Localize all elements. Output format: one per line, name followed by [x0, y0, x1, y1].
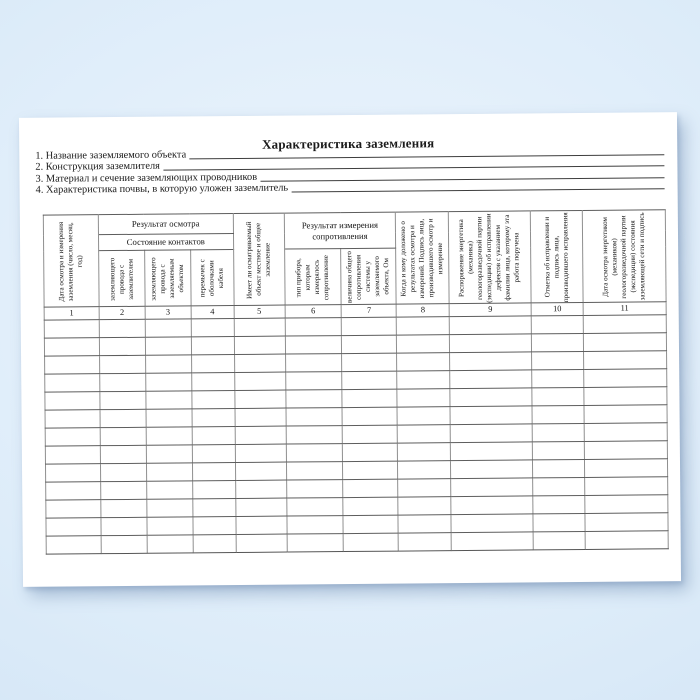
column-number: 6: [285, 305, 342, 318]
col-header-local-common-grounding: Имеет ли осматриваемый объект местное и общее заземление: [233, 213, 285, 305]
table-cell-empty: [583, 333, 666, 352]
table-cell-empty: [397, 389, 450, 407]
table-cell-empty: [398, 515, 451, 533]
table-cell-empty: [451, 460, 533, 479]
table-cell-empty: [146, 409, 192, 427]
col-header-device-type: тип прибора, которым измерялось сопротивление: [284, 249, 341, 305]
grounding-table-wrapper: [43, 209, 669, 554]
table-cell-empty: [343, 497, 398, 515]
column-number: 5: [234, 305, 285, 318]
table-cell-empty: [99, 337, 145, 355]
table-cell-empty: [532, 423, 584, 441]
table-cell-empty: [101, 481, 147, 499]
table-cell-empty: [585, 495, 668, 514]
table-cell-empty: [146, 427, 192, 445]
table-cell-empty: [44, 338, 99, 356]
column-number: 7: [342, 304, 397, 317]
table-cell-empty: [146, 391, 192, 409]
table-cell-empty: [147, 535, 193, 553]
table-cell-empty: [99, 319, 145, 337]
table-cell-empty: [286, 426, 343, 444]
table-cell-empty: [584, 441, 667, 460]
column-number: 4: [191, 306, 234, 319]
table-cell-empty: [100, 373, 146, 391]
col-header-correction-mark: Отметка об исправлении и подпись лица, производившего исправления: [530, 210, 583, 302]
table-cell-empty: [193, 499, 236, 517]
group-header-resistance-measurement: Результат измерения сопротивления: [284, 212, 396, 249]
table-cell-empty: [532, 441, 584, 459]
table-cell-empty: [585, 513, 668, 532]
column-number: 10: [531, 302, 583, 315]
form-fields: [35, 144, 664, 195]
table-cell-empty: [285, 318, 342, 336]
table-cell-empty: [285, 354, 342, 372]
col-header-jumpers-cable-sheath: перемычек с оболочками кабеля: [190, 250, 233, 306]
table-cell-empty: [532, 369, 584, 387]
column-number: 11: [583, 302, 666, 316]
table-cell-empty: [342, 353, 397, 371]
table-cell-empty: [191, 319, 234, 337]
table-cell-empty: [145, 319, 191, 337]
table-cell-empty: [450, 406, 532, 425]
document-page: [19, 112, 681, 587]
table-cell-empty: [532, 387, 584, 405]
table-cell-empty: [450, 316, 532, 335]
table-cell-empty: [533, 513, 585, 531]
fill-in-line: [291, 188, 664, 192]
form-field-label: 4. Характеристика почвы, в которую уложен заземлитель: [35, 182, 289, 196]
table-cell-empty: [234, 372, 285, 390]
table-cell-empty: [398, 443, 451, 461]
table-cell-empty: [286, 408, 343, 426]
table-cell-empty: [146, 445, 192, 463]
col-header-reported-to: Когда и кому доложено о результатах осмотра и измерений. Подпись лица, производившего осмотр и измерение: [396, 212, 450, 304]
table-cell-empty: [147, 517, 193, 535]
table-cell-empty: [100, 445, 146, 463]
table-cell-empty: [342, 389, 397, 407]
table-cell-empty: [46, 500, 101, 518]
table-cell-empty: [191, 337, 234, 355]
col-header-wire-to-earthing: заземляющего провода с заземлителем: [99, 250, 145, 306]
table-cell-empty: [234, 318, 285, 336]
table-cell-empty: [101, 517, 147, 535]
table-cell-empty: [343, 515, 398, 533]
grounding-log-table: [43, 209, 669, 554]
table-cell-empty: [584, 369, 667, 388]
table-cell-empty: [397, 353, 450, 371]
table-cell-empty: [147, 499, 193, 517]
table-cell-empty: [145, 355, 191, 373]
table-cell-empty: [45, 392, 100, 410]
col-header-engineer-inspection-date: Дата осмотра энергетиком (механиком) геологоразведочной партии (экспедиции) состояния заземляющей сети и подпись: [582, 210, 666, 303]
table-cell-empty: [192, 463, 235, 481]
table-cell-empty: [192, 427, 235, 445]
table-cell-empty: [533, 531, 585, 549]
col-header-order-of-engineer: Распоряжение энергетика (механика) геологоразведочной партии (экспедиции) об исправлении дефектов с указанием фамилии лица, которому эта работа поручена: [449, 211, 532, 304]
table-cell-empty: [343, 461, 398, 479]
column-number: 3: [145, 306, 191, 319]
table-cell-empty: [585, 477, 668, 496]
table-cell-empty: [234, 390, 285, 408]
column-number: 8: [396, 304, 449, 317]
table-cell-empty: [398, 497, 451, 515]
table-cell-empty: [286, 462, 343, 480]
table-cell-empty: [450, 334, 532, 353]
table-cell-empty: [286, 516, 343, 534]
table-cell-empty: [46, 518, 101, 536]
table-cell-empty: [100, 391, 146, 409]
table-cell-empty: [583, 315, 666, 334]
column-number: 2: [99, 306, 145, 319]
col-header-total-resistance: величина общего сопротивления системы у заземляемого объекта, Ом: [341, 248, 396, 304]
table-cell-empty: [343, 443, 398, 461]
table-cell-empty: [191, 355, 234, 373]
table-cell-empty: [286, 498, 343, 516]
table-cell-empty: [45, 428, 100, 446]
table-cell-empty: [398, 425, 451, 443]
page-title: Характеристика заземления: [261, 135, 435, 152]
table-cell-empty: [286, 444, 343, 462]
table-cell-empty: [146, 373, 192, 391]
table-cell-empty: [101, 535, 147, 553]
table-cell-empty: [398, 479, 451, 497]
table-cell-empty: [451, 496, 533, 515]
table-cell-empty: [236, 516, 287, 534]
table-cell-empty: [450, 388, 532, 407]
table-cell-empty: [397, 317, 450, 335]
form-field-label: 3. Материал и сечение заземляющих проводников: [35, 171, 258, 185]
table-cell-empty: [100, 409, 146, 427]
table-cell-empty: [192, 391, 235, 409]
table-cell-empty: [398, 533, 451, 551]
table-cell-empty: [533, 495, 585, 513]
table-cell-empty: [397, 371, 450, 389]
table-cell-empty: [235, 480, 286, 498]
table-cell-empty: [45, 356, 100, 374]
table-cell-empty: [235, 444, 286, 462]
table-cell-empty: [584, 351, 667, 370]
table-cell-empty: [584, 405, 667, 424]
col-header-wire-to-object: заземляющего провода с заземляемым объектом: [144, 250, 190, 306]
table-cell-empty: [585, 459, 668, 478]
table-cell-empty: [101, 499, 147, 517]
table-cell-empty: [45, 446, 100, 464]
table-cell-empty: [100, 463, 146, 481]
col-header-date-inspection: Дата осмотра и измерения заземления (число, месяц, год): [43, 215, 99, 307]
table-cell-empty: [343, 479, 398, 497]
table-cell-empty: [145, 337, 191, 355]
table-cell-empty: [235, 498, 286, 516]
table-cell-empty: [532, 333, 584, 351]
table-cell-empty: [584, 387, 667, 406]
table-cell-empty: [451, 478, 533, 497]
table-cell-empty: [450, 370, 532, 389]
table-cell-empty: [450, 352, 532, 371]
form-field-label: 2. Конструкция заземлителя: [35, 160, 160, 173]
table-cell-empty: [343, 425, 398, 443]
table-cell-empty: [193, 517, 236, 535]
table-cell-empty: [191, 373, 234, 391]
table-cell-empty: [234, 336, 285, 354]
table-cell-empty: [236, 534, 287, 552]
table-cell-empty: [44, 320, 99, 338]
table-cell-empty: [342, 335, 397, 353]
table-cell-empty: [342, 317, 397, 335]
group-header-contacts-state: Состояние контактов: [98, 234, 233, 251]
table-cell-empty: [344, 533, 399, 551]
table-cell-empty: [100, 427, 146, 445]
column-number: 1: [44, 307, 99, 320]
table-cell-empty: [192, 481, 235, 499]
table-cell-empty: [287, 534, 344, 552]
column-number: 9: [449, 303, 531, 317]
table-cell-empty: [451, 514, 533, 533]
table-cell-empty: [192, 409, 235, 427]
table-cell-empty: [450, 424, 532, 443]
table-cell-empty: [192, 445, 235, 463]
group-header-inspection-result: Результат осмотра: [98, 214, 233, 235]
table-cell-empty: [235, 408, 286, 426]
table-cell-empty: [235, 426, 286, 444]
table-cell-empty: [45, 464, 100, 482]
table-cell-empty: [397, 407, 450, 425]
table-cell-empty: [531, 315, 583, 333]
table-cell-empty: [451, 442, 533, 461]
table-cell-empty: [342, 407, 397, 425]
table-cell-empty: [398, 461, 451, 479]
table-cell-empty: [584, 423, 667, 442]
table-cell-empty: [532, 351, 584, 369]
table-cell-empty: [45, 410, 100, 428]
table-cell-empty: [397, 335, 450, 353]
table-cell-empty: [99, 355, 145, 373]
table-cell-empty: [451, 532, 533, 551]
table-cell-empty: [532, 405, 584, 423]
form-field-label: 1. Название заземляемого объекта: [35, 148, 187, 162]
table-cell-empty: [342, 371, 397, 389]
table-cell-empty: [234, 354, 285, 372]
table-cell-empty: [193, 535, 236, 553]
table-cell-empty: [533, 459, 585, 477]
table-cell-empty: [46, 536, 101, 554]
table-cell-empty: [285, 390, 342, 408]
table-cell-empty: [146, 481, 192, 499]
table-cell-empty: [533, 477, 585, 495]
table-cell-empty: [286, 480, 343, 498]
table-cell-empty: [285, 372, 342, 390]
table-cell-empty: [146, 463, 192, 481]
table-cell-empty: [45, 374, 100, 392]
table-cell-empty: [285, 336, 342, 354]
table-cell-empty: [46, 482, 101, 500]
table-cell-empty: [235, 462, 286, 480]
table-cell-empty: [585, 531, 668, 550]
